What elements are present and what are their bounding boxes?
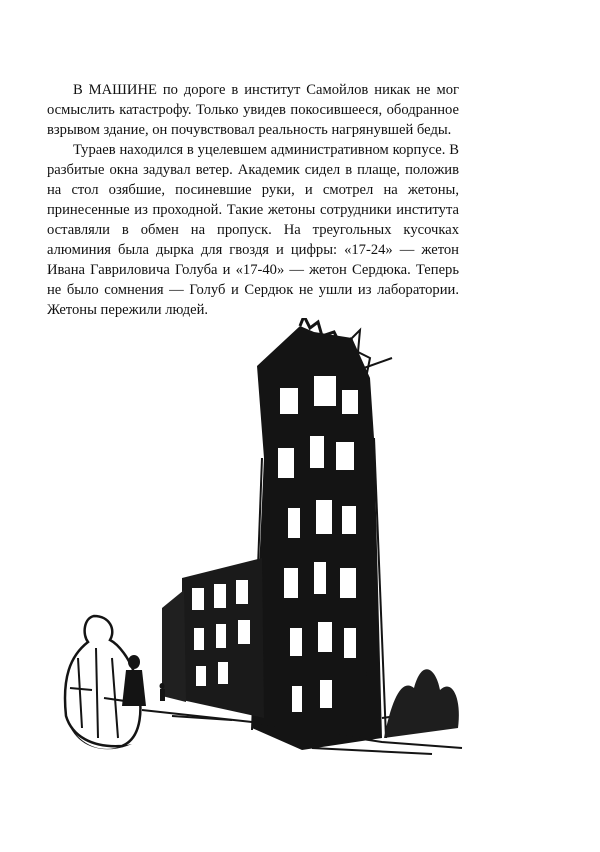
text-block	[47, 80, 459, 320]
ruined-building-illustration	[52, 318, 468, 758]
paragraph-1: В МАШИНЕ по дороге в институт Самойлов никак не мог осмыслить катастрофу. Только увидев покосившееся, ободранное взрывом здание, он почувствовал реальность нагрянувшей беды.	[47, 82, 459, 138]
bushes	[384, 669, 459, 738]
paragraph-2: Тураев находился в уцелевшем административном корпусе. В разбитые окна задувал ветер. Академик сидел в плаще, положив на стол озябшие, посиневшие руки, и смотрел на жетоны, принесенные из проходной. Такие жетоны сотрудники института оставляли в обмен на пропуск. На треугольных кусочках алюминия была дырка для гвоздя и цифры: «17-24» — жетон Ивана Гавриловича Голуба и «17-40» — жетон Сердюка. Теперь не было сомнения — Голуб и Сердюк не ушли из лаборатории. Жетоны пережили людей.	[47, 142, 459, 318]
